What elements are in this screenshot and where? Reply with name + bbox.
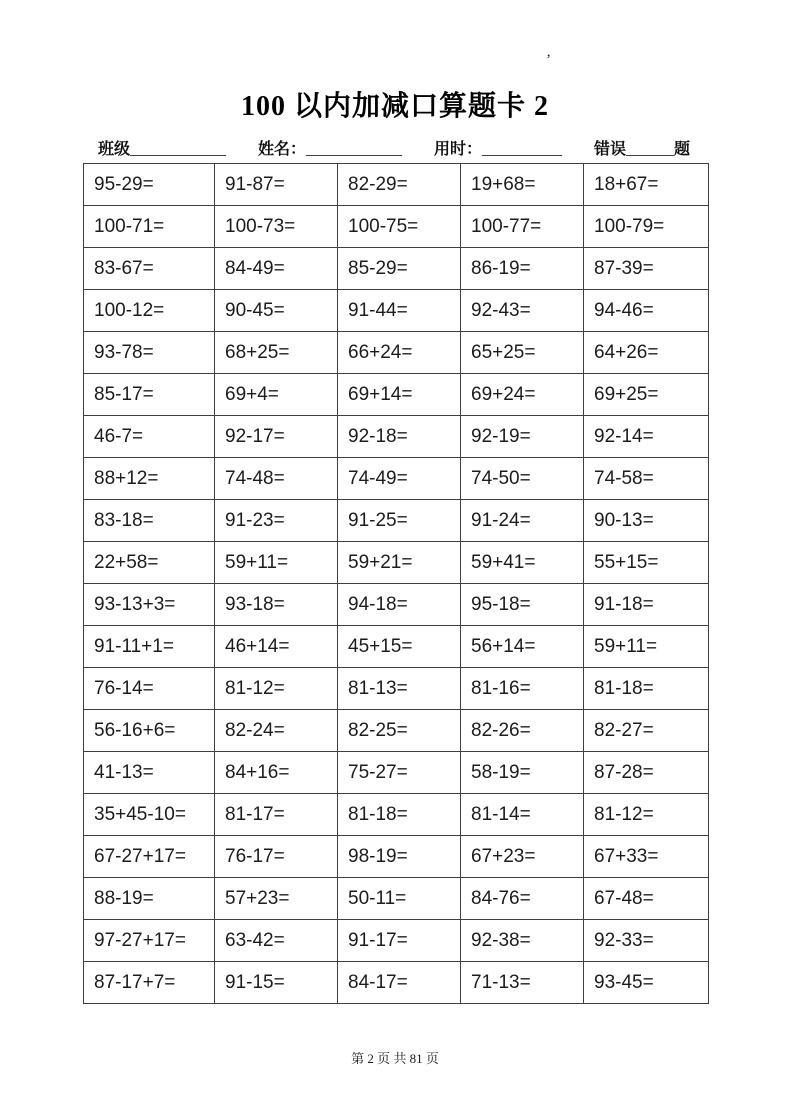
table-row xyxy=(84,290,709,332)
class-label: 班级 xyxy=(98,141,131,158)
problem-cell: 100-77= xyxy=(461,206,584,248)
table-row xyxy=(84,920,709,962)
problem-cell: 95-18= xyxy=(461,584,584,626)
problem-cell: 87-17+7= xyxy=(84,962,215,1004)
problem-cell: 57+23= xyxy=(215,878,338,920)
problem-cell: 67+23= xyxy=(461,836,584,878)
problem-cell: 71-13= xyxy=(461,962,584,1004)
info-header-line xyxy=(98,136,690,159)
table-row xyxy=(84,248,709,290)
errors-label: 错误 xyxy=(593,141,626,158)
problem-cell: 92-38= xyxy=(461,920,584,962)
problem-cell: 59+11= xyxy=(215,542,338,584)
problem-cell: 35+45-10= xyxy=(84,794,215,836)
table-row xyxy=(84,164,709,206)
table-row xyxy=(84,542,709,584)
problem-cell: 93-13+3= xyxy=(84,584,215,626)
table-row xyxy=(84,626,709,668)
table-row xyxy=(84,836,709,878)
problem-cell: 81-18= xyxy=(584,668,709,710)
problem-cell: 69+4= xyxy=(215,374,338,416)
problem-cell: 74-49= xyxy=(338,458,461,500)
problem-cell: 82-29= xyxy=(338,164,461,206)
problem-cell: 100-12= xyxy=(84,290,215,332)
problem-cell: 82-27= xyxy=(584,710,709,752)
problem-cell: 19+68= xyxy=(461,164,584,206)
problem-cell: 92-18= xyxy=(338,416,461,458)
problem-cell: 83-18= xyxy=(84,500,215,542)
problem-cell: 81-12= xyxy=(215,668,338,710)
name-field xyxy=(258,136,402,159)
problem-cell: 92-14= xyxy=(584,416,709,458)
problem-cell: 18+67= xyxy=(584,164,709,206)
problem-cell: 92-33= xyxy=(584,920,709,962)
name-blank: ____________ xyxy=(306,141,402,158)
problem-cell: 69+25= xyxy=(584,374,709,416)
problem-cell: 91-17= xyxy=(338,920,461,962)
problem-cell: 75-27= xyxy=(338,752,461,794)
problem-cell: 100-75= xyxy=(338,206,461,248)
problem-cell: 94-46= xyxy=(584,290,709,332)
problem-cell: 64+26= xyxy=(584,332,709,374)
problem-cell: 91-25= xyxy=(338,500,461,542)
table-row xyxy=(84,962,709,1004)
problem-cell: 66+24= xyxy=(338,332,461,374)
problem-cell: 67+33= xyxy=(584,836,709,878)
problem-cell: 88-19= xyxy=(84,878,215,920)
table-row xyxy=(84,374,709,416)
problem-cell: 84-76= xyxy=(461,878,584,920)
problem-cell: 74-50= xyxy=(461,458,584,500)
name-label: 姓名： xyxy=(257,141,306,158)
table-row xyxy=(84,668,709,710)
errors-blank: ______ xyxy=(625,141,674,158)
problem-cell: 81-18= xyxy=(338,794,461,836)
problem-cell: 91-15= xyxy=(215,962,338,1004)
page-title: 100 以内加减口算题卡 2 xyxy=(240,91,549,122)
errors-field xyxy=(594,136,690,159)
table-row xyxy=(84,584,709,626)
problem-cell: 100-79= xyxy=(584,206,709,248)
problem-cell: 91-24= xyxy=(461,500,584,542)
problem-table-body xyxy=(84,164,709,1004)
problem-cell: 93-45= xyxy=(584,962,709,1004)
problem-cell: 91-11+1= xyxy=(84,626,215,668)
problem-cell: 67-27+17= xyxy=(84,836,215,878)
problem-cell: 59+21= xyxy=(338,542,461,584)
problem-table xyxy=(83,163,709,1004)
class-field xyxy=(98,136,226,159)
problem-cell: 91-18= xyxy=(584,584,709,626)
table-row xyxy=(84,332,709,374)
problem-cell: 68+25= xyxy=(215,332,338,374)
problem-cell: 94-18= xyxy=(338,584,461,626)
problem-cell: 83-67= xyxy=(84,248,215,290)
problem-cell: 74-48= xyxy=(215,458,338,500)
table-row xyxy=(84,878,709,920)
problem-cell: 45+15= xyxy=(338,626,461,668)
problem-cell: 81-17= xyxy=(215,794,338,836)
problem-cell: 76-14= xyxy=(84,668,215,710)
problem-cell: 91-87= xyxy=(215,164,338,206)
problem-cell: 81-13= xyxy=(338,668,461,710)
problem-cell: 67-48= xyxy=(584,878,709,920)
problem-cell: 86-19= xyxy=(461,248,584,290)
problem-cell: 100-73= xyxy=(215,206,338,248)
problem-cell: 98-19= xyxy=(338,836,461,878)
problem-cell: 92-19= xyxy=(461,416,584,458)
problem-cell: 84+16= xyxy=(215,752,338,794)
class-blank: ____________ xyxy=(130,141,227,158)
problem-cell: 56+14= xyxy=(461,626,584,668)
problem-cell: 81-14= xyxy=(461,794,584,836)
problem-cell: 93-18= xyxy=(215,584,338,626)
problem-cell: 88+12= xyxy=(84,458,215,500)
problem-cell: 90-13= xyxy=(584,500,709,542)
problem-cell: 95-29= xyxy=(84,164,215,206)
table-row xyxy=(84,206,709,248)
problem-cell: 22+58= xyxy=(84,542,215,584)
problem-cell: 55+15= xyxy=(584,542,709,584)
time-label: 用时： xyxy=(433,141,482,158)
problem-cell: 81-16= xyxy=(461,668,584,710)
problem-cell: 84-17= xyxy=(338,962,461,1004)
problem-cell: 59+11= xyxy=(584,626,709,668)
table-row xyxy=(84,458,709,500)
problem-cell: 58-19= xyxy=(461,752,584,794)
problem-cell: 74-58= xyxy=(584,458,709,500)
problem-cell: 82-24= xyxy=(215,710,338,752)
problem-cell: 91-44= xyxy=(338,290,461,332)
problem-cell: 59+41= xyxy=(461,542,584,584)
stray-apostrophe-mark: ’ xyxy=(546,52,551,68)
time-blank: __________ xyxy=(481,141,562,158)
problem-cell: 65+25= xyxy=(461,332,584,374)
problem-cell: 81-12= xyxy=(584,794,709,836)
problem-cell: 56-16+6= xyxy=(84,710,215,752)
problem-cell: 41-13= xyxy=(84,752,215,794)
problem-cell: 87-28= xyxy=(584,752,709,794)
problem-cell: 92-43= xyxy=(461,290,584,332)
table-row xyxy=(84,710,709,752)
problem-cell: 82-25= xyxy=(338,710,461,752)
table-row xyxy=(84,500,709,542)
problem-cell: 46+14= xyxy=(215,626,338,668)
table-row xyxy=(84,416,709,458)
problem-cell: 84-49= xyxy=(215,248,338,290)
problem-cell: 50-11= xyxy=(338,878,461,920)
page-number-footer: 第 2 页 共 81 页 xyxy=(351,1051,439,1066)
time-field xyxy=(434,136,562,159)
problem-cell: 92-17= xyxy=(215,416,338,458)
problem-cell: 82-26= xyxy=(461,710,584,752)
problem-cell: 97-27+17= xyxy=(84,920,215,962)
problem-cell: 76-17= xyxy=(215,836,338,878)
problem-cell: 85-17= xyxy=(84,374,215,416)
problem-cell: 69+14= xyxy=(338,374,461,416)
problem-cell: 46-7= xyxy=(84,416,215,458)
table-row xyxy=(84,752,709,794)
problem-cell: 93-78= xyxy=(84,332,215,374)
problem-cell: 85-29= xyxy=(338,248,461,290)
table-row xyxy=(84,794,709,836)
errors-suffix: 题 xyxy=(673,141,690,158)
problem-cell: 100-71= xyxy=(84,206,215,248)
problem-cell: 69+24= xyxy=(461,374,584,416)
problem-cell: 90-45= xyxy=(215,290,338,332)
problem-cell: 63-42= xyxy=(215,920,338,962)
problem-cell: 91-23= xyxy=(215,500,338,542)
problem-cell: 87-39= xyxy=(584,248,709,290)
